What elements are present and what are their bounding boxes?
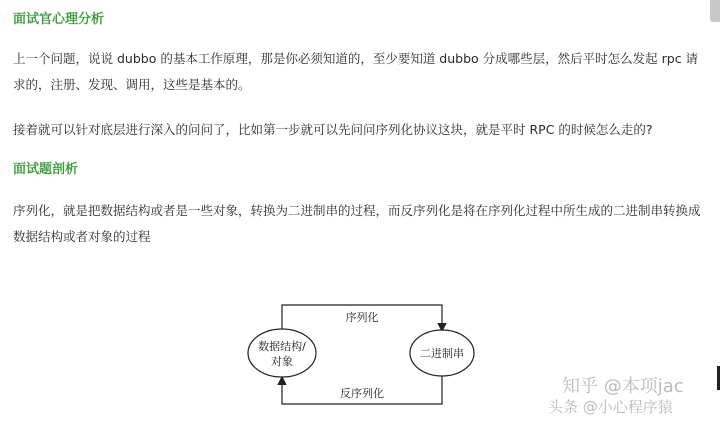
left-node-data-structure: [248, 329, 316, 377]
right-node-label: 二进制串: [420, 347, 464, 360]
heading-interviewer-psychology: 面试官心理分析: [13, 12, 105, 27]
left-node-label-line2: 对象: [271, 355, 293, 368]
paragraph-serialization-definition: 序列化，就是把数据结构或者是一些对象，转换为二进制串的过程，而反序列化是将在序列化过程中所生成的二进制串转换成数据结构或者对象的过程: [13, 203, 701, 244]
paragraph-intro: 上一个问题，说说 dubbo 的基本工作原理，那是你必须知道的，至少要知道 dubbo 分成哪些层，然后平时怎么发起 rpc 请求的，注册、发现、调用，这些是基本的。: [13, 51, 699, 92]
watermark-toutiao: 头条 @小心程序猿: [548, 398, 673, 416]
heading-analysis: 面试题剖析: [13, 162, 79, 177]
serialize-label: 序列化: [345, 311, 379, 324]
deserialize-label: 反序列化: [340, 387, 384, 400]
watermark-zhihu: 知乎 @本项jac: [562, 376, 684, 397]
left-node-label-line1: 数据结构/: [258, 340, 306, 353]
paragraph-followup: 接着就可以针对底层进行深入的问问了，比如第一步就可以先问问序列化协议这块，就是平时 RPC 的时候怎么走的?: [13, 122, 653, 137]
